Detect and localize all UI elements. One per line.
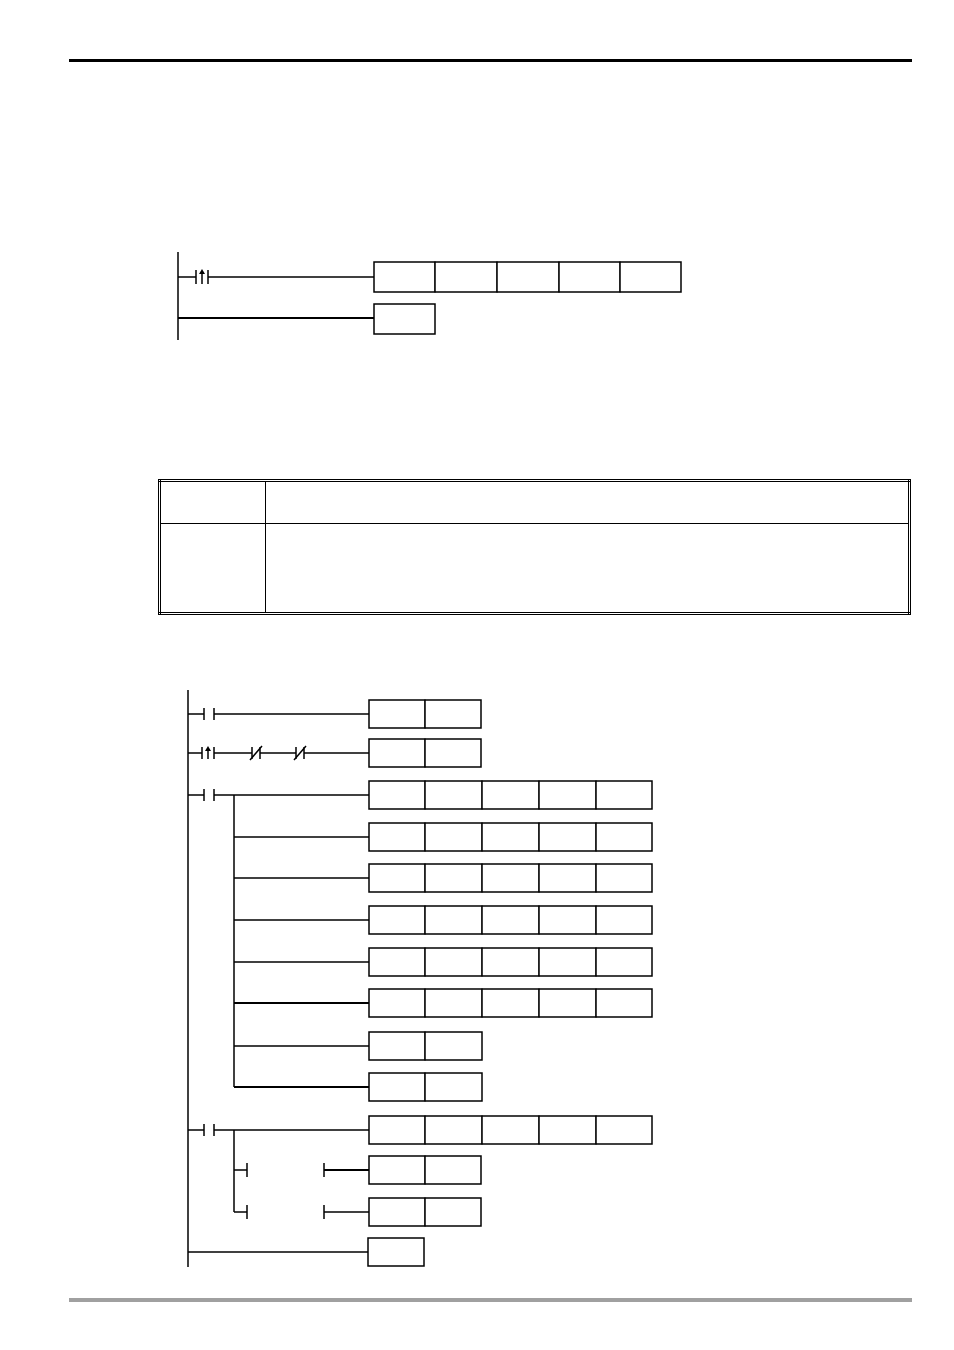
operand-box [596,823,652,851]
operand-box [425,739,481,767]
operand-box [539,781,596,809]
operand-box [425,989,482,1017]
rising-edge-contact-icon [196,269,208,284]
compare-contact-icon [247,1205,324,1219]
operand-box [596,864,652,892]
operand-box [369,823,425,851]
operand-box [369,781,425,809]
operand-box [369,948,425,976]
operand-box [369,700,425,728]
operand-box [539,1116,596,1144]
operand-box [425,1156,481,1184]
operand-box [539,823,596,851]
footer-rule [69,1298,912,1302]
table-cell [160,481,266,524]
operand-box [374,262,435,292]
operand-box [596,1116,652,1144]
rising-edge-contact-icon [202,746,214,759]
operand-box [369,739,425,767]
table-cell [160,524,266,614]
operand-box [425,823,482,851]
operand-box [539,948,596,976]
operand-box [497,262,559,292]
operand-box [374,304,435,334]
operand-box [482,1116,539,1144]
operand-box [596,781,652,809]
operand-box [425,1073,482,1101]
normally-open-contact-icon [204,708,214,720]
example-ladder [188,690,652,1267]
operand-box [539,906,596,934]
operand-box [425,948,482,976]
normally-open-contact-icon [204,789,214,801]
operand-box [539,864,596,892]
table-row [160,481,910,524]
operand-box [596,906,652,934]
operand-box [425,1116,482,1144]
table-cell [266,524,910,614]
operand-box [482,864,539,892]
operand-box [369,906,425,934]
operand-box [369,1156,425,1184]
operand-box [425,1032,482,1060]
operand-box [369,1032,425,1060]
spec-table [158,479,911,615]
operand-box [596,948,652,976]
instruction-ladder [178,252,681,340]
operand-box [369,1116,425,1144]
operand-box [482,948,539,976]
operand-box [482,906,539,934]
operand-box [596,989,652,1017]
operand-box [482,823,539,851]
operand-box [369,989,425,1017]
normally-open-contact-icon [204,1124,214,1136]
operand-box [425,864,482,892]
operand-box [425,906,482,934]
operand-box [425,781,482,809]
operand-box [369,1198,425,1226]
table-row [160,524,910,614]
operand-box [425,1198,481,1226]
operand-box [369,864,425,892]
compare-contact-icon [247,1163,324,1177]
operand-box [620,262,681,292]
end-instruction-box [368,1238,424,1266]
operand-box [435,262,497,292]
operand-box [539,989,596,1017]
operand-box [482,989,539,1017]
table-cell [266,481,910,524]
operand-box [369,1073,425,1101]
operand-box [425,700,481,728]
operand-box [559,262,620,292]
operand-box [482,781,539,809]
